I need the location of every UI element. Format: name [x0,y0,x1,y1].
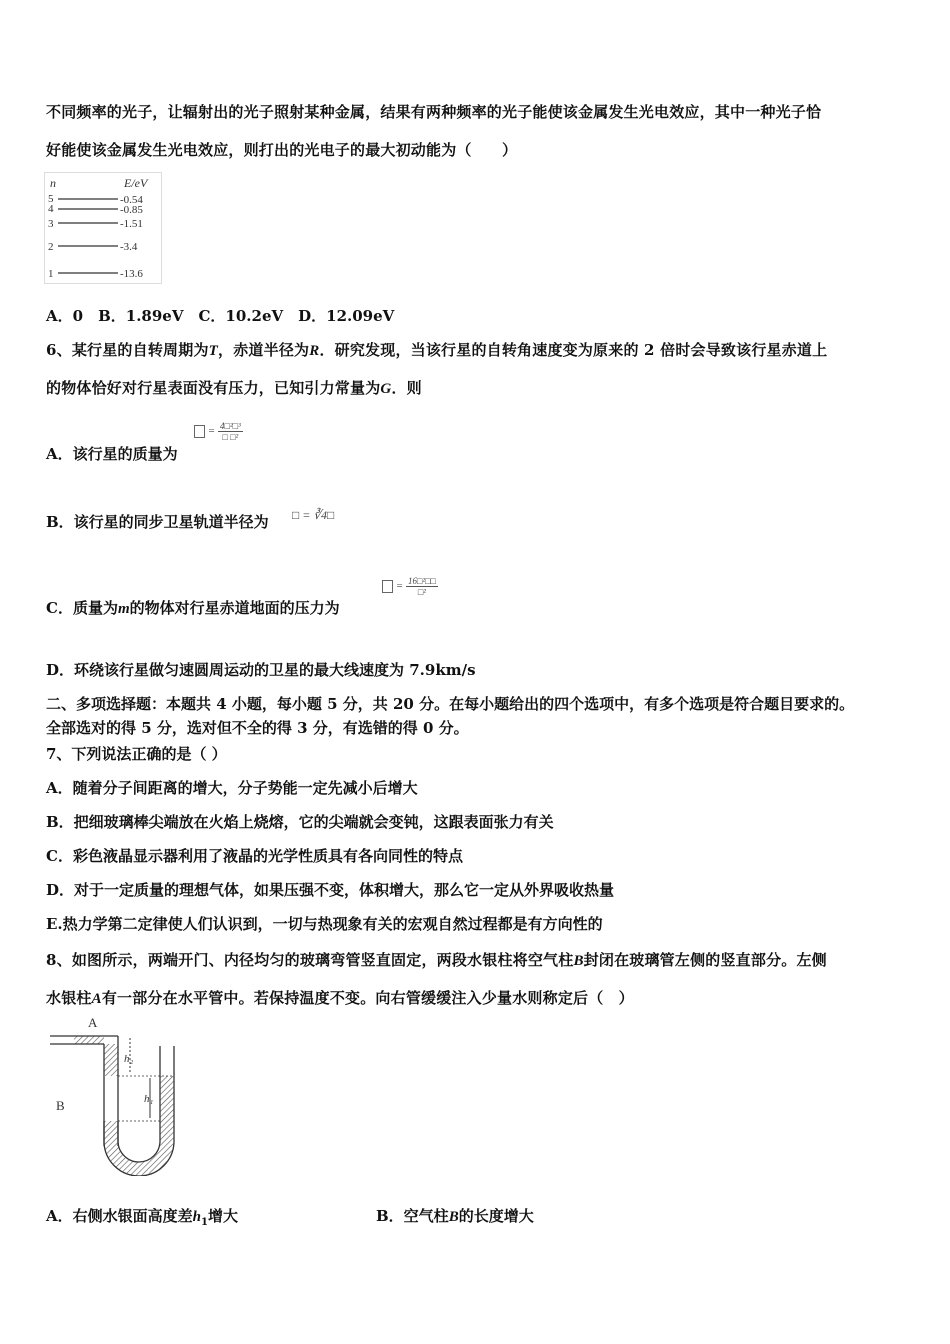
q5-text-line1: 不同频率的光子，让辐射出的光子照射某种金属，结果有两种频率的光子能使该金属发生光电效应，其中一种光子恰 [46,103,822,121]
q8-option-b: B．空气柱B的长度增大 [376,1207,534,1225]
q7-option-c: C．彩色液晶显示器利用了液晶的光学性质具有各向同性的特点 [46,847,463,865]
level-n-5: 5 [48,193,54,205]
level-e-1: -13.6 [120,268,143,280]
q6-option-b: B．该行星的同步卫星轨道半径为 [46,513,269,531]
section2-header-line2: 全部选对的得 5 分，选对但不全的得 3 分，有选错的得 0 分。 [46,719,469,737]
mercury-column-bottom [105,1076,174,1176]
label-h1: h₁ [144,1093,154,1105]
q7-option-e: E.热力学第二定律使人们认识到，一切与热现象有关的宏观自然过程都是有方向性的 [46,915,603,933]
q6-option-c-formula: = $\frac{\text{16□²□□}}{\text{□²}}$ [382,576,438,597]
q8-option-a: A．右侧水银面高度差$h_1$增大 [46,1207,238,1228]
q5-text-line2: 好能使该金属发生光电效应，则打出的光电子的最大初动能为（ ） [46,141,518,159]
q8-stem-line2: 水银柱A有一部分在水平管中。若保持温度不变。向右管缓缓注入少量水则称定后（ ） [46,989,634,1007]
level-n-2: 2 [48,241,54,253]
u-tube-diagram [46,1016,186,1176]
q6-option-c: C．质量为m的物体对行星赤道地面的压力为 [46,599,340,617]
q6-option-d: D．环绕该行星做匀速圆周运动的卫星的最大线速度为 7.9km/s [46,661,476,679]
label-b: B [56,1098,65,1113]
q7-option-a: A．随着分子间距离的增大，分子势能一定先减小后增大 [46,779,418,797]
level-e-4: -0.85 [120,204,143,216]
q7-option-b: B．把细玻璃棒尖端放在火焰上烧熔，它的尖端就会变钝，这跟表面张力有关 [46,813,554,831]
mercury-column-a-horizontal [74,1037,104,1044]
section2-header-line1: 二、多项选择题：本题共 4 小题，每小题 5 分，共 20 分。在每小题给出的四个选项中，有多个选项是符合题目要求的。 [46,695,855,713]
q7-option-d: D．对于一定质量的理想气体，如果压强不变，体积增大，那么它一定从外界吸收热量 [46,881,615,899]
level-e-5: -0.54 [120,194,143,206]
level-e-2: -3.4 [120,241,138,253]
q6-stem-line1: 6、某行星的自转周期为T，赤道半径为R．研究发现，当该行星的自转角速度变为原来的 2 倍时会导致该行星赤道上 [46,341,828,359]
level-e-3: -1.51 [120,218,143,230]
level-n-4: 4 [48,203,54,215]
q8-stem-line1: 8、如图所示，两端开门、内径均匀的玻璃弯管竖直固定，两段水银柱将空气柱B封闭在玻璃管左侧的竖直部分。左侧 [46,951,827,969]
q6-option-b-formula: □ = ∛4□ [292,508,335,522]
q5-options: A．0 B．1.89eV C．10.2eV D．12.09eV [46,307,395,325]
energy-axis-label: E/eV [124,176,148,190]
label-h2: h₂ [124,1053,134,1065]
q6-option-a-formula: = $\frac{\text{4□²□³}}{\text{□ □²}}$ [194,421,243,442]
level-n-3: 3 [48,218,54,230]
q6-option-a: A．该行星的质量为 [46,445,178,463]
energy-level-diagram [44,172,162,284]
q6-stem-line2: 的物体恰好对行星表面没有压力，已知引力常量为G．则 [46,379,422,397]
mercury-column-a-vertical [105,1044,118,1076]
level-n-1: 1 [48,268,54,280]
label-a: A [88,1016,98,1030]
n-axis-label: n [50,176,56,190]
q7-stem: 7、下列说法正确的是（ ） [46,745,227,763]
